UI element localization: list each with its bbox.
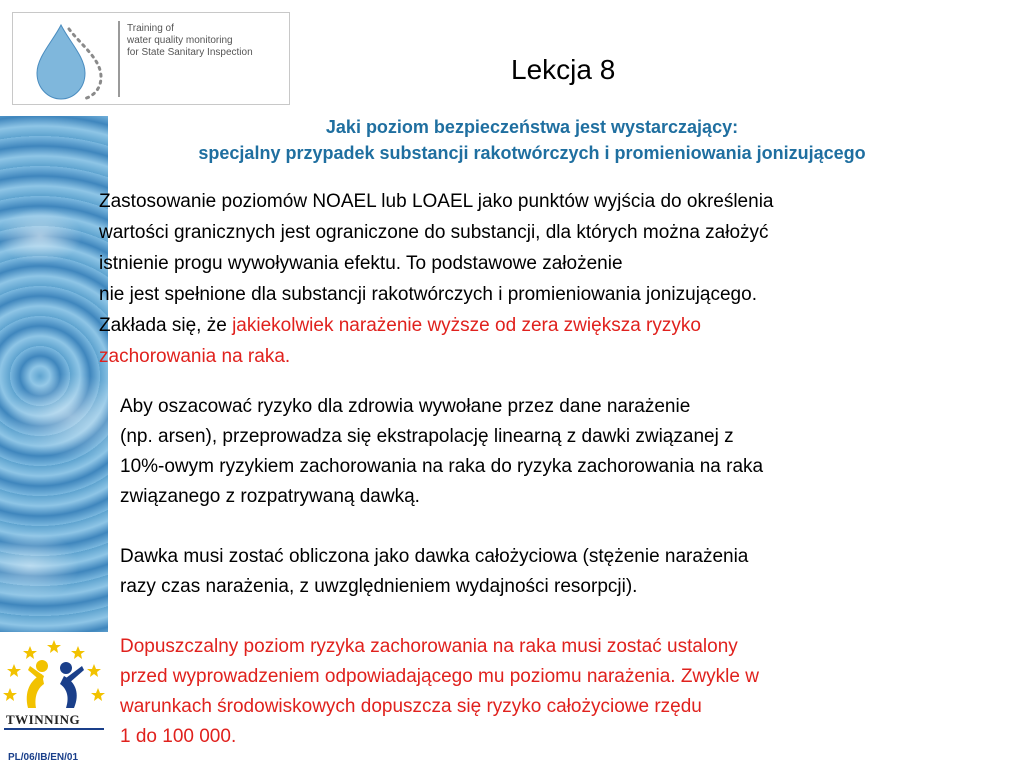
twinning-logo-icon [0,636,108,746]
subtitle-line-1: Jaki poziom bezpieczeństwa jest wystarczający: [325,117,739,137]
intro-paragraph [99,186,773,372]
p3-line-1: Dopuszczalny poziom ryzyka zachorowania na raka musi zostać ustalony [120,636,738,657]
p1-line-4: związanego z rozpatrywaną dawką. [120,486,420,507]
p1-line-2: (np. arsen), przeprowadza się ekstrapolację linearną z dawki związanej z [120,426,734,447]
p3-line-4: 1 do 100 000. [120,726,237,747]
intro-line-3: istnienie progu wywoływania efektu. To podstawowe założenie [99,253,623,274]
p1-line-1: Aby oszacować ryzyko dla zdrowia wywołane przez dane narażenie [120,396,691,417]
intro-line-5 [99,310,773,341]
page-title: Lekcja 8 [511,54,616,85]
main-paragraphs [120,392,763,752]
subtitle-line-2: specjalny przypadek substancji rakotwórczych i promieniowania jonizującego [198,143,866,163]
p3-line-2: przed wyprowadzeniem odpowiadającego mu poziomu narażenia. Zwykle w [120,666,759,687]
logo-line-2: water quality monitoring [127,35,233,46]
intro-line-2: wartości granicznych jest ograniczone do substancji, dla których można założyć [99,222,769,243]
logo-divider [118,21,120,97]
logo-line-3: for State Sanitary Inspection [127,47,253,58]
intro-highlight: jakiekolwiek narażenie wyższe od zera zwiększa ryzyko [232,315,701,336]
twinning-label: TWINNING [6,712,81,727]
paragraph-gap [120,602,763,632]
p2-line-1: Dawka musi zostać obliczona jako dawka całożyciowa (stężenie narażenia [120,546,749,567]
intro-line-5-prefix: Zakłada się, że [99,315,233,336]
water-drop-icon [23,19,113,101]
logo-text [127,23,253,59]
intro-line-4: nie jest spełnione dla substancji rakotwórczych i promieniowania jonizującego. [99,284,757,305]
intro-line-6: zachorowania na raka. [99,346,291,367]
p1-line-3: 10%-owym ryzykiem zachorowania na raka do ryzyka zachorowania na raka [120,456,764,477]
p2-line-2: razy czas narażenia, z uwzględnieniem wydajności resorpcji). [120,576,638,597]
water-background-strip [0,116,108,632]
training-logo [12,12,290,105]
intro-line-1: Zastosowanie poziomów NOAEL lub LOAEL jako punktów wyjścia do określenia [99,191,774,212]
paragraph-gap [120,512,763,542]
project-code: PL/06/IB/EN/01 [8,752,79,763]
slide-subtitle [40,114,1024,166]
logo-line-1: Training of [127,23,174,34]
p3-line-3: warunkach środowiskowych dopuszcza się ryzyko całożyciowe rzędu [120,696,702,717]
